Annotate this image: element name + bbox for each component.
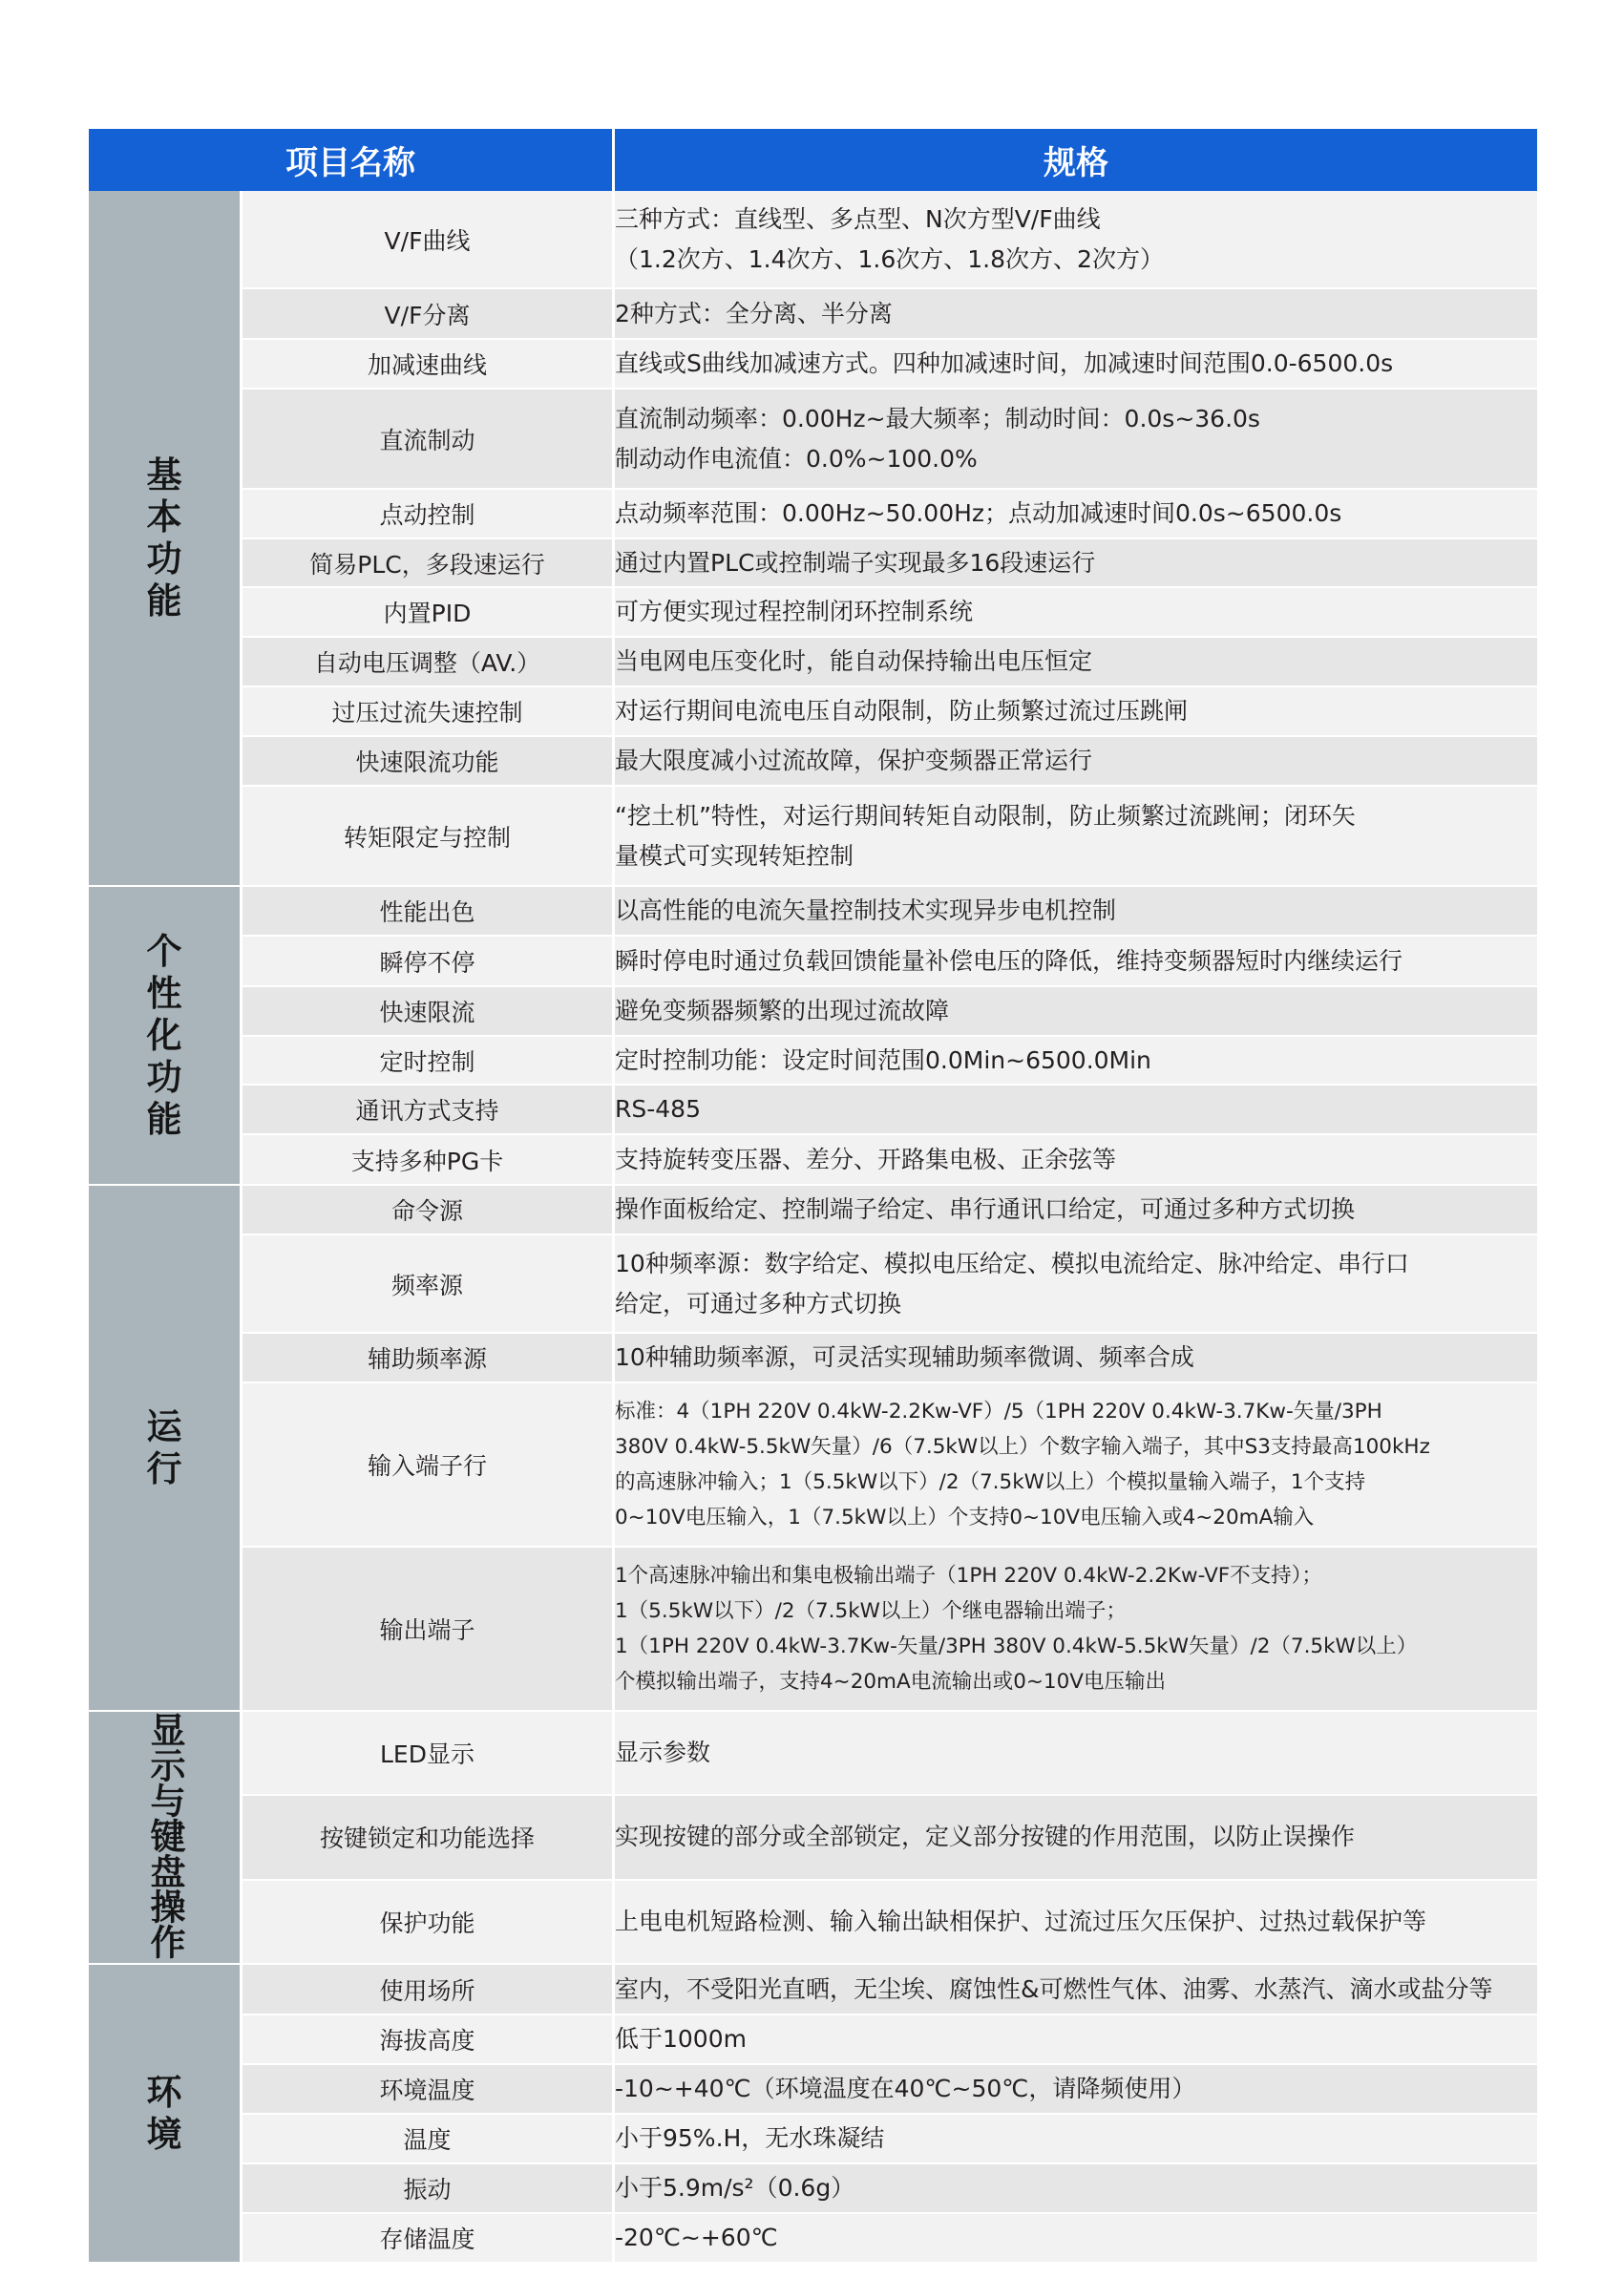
table-row (89, 1135, 1537, 1186)
item-spec: 上电电机短路检测、输入输出缺相保护、过流过压欠压保护、过热过载保护等 (615, 1881, 1537, 1965)
table-row (89, 1383, 1537, 1548)
item-name: V/F分离 (243, 289, 615, 340)
item-name: 环境温度 (243, 2065, 615, 2115)
item-spec: 2种方式：全分离、半分离 (615, 289, 1537, 340)
item-name: 输入端子行 (243, 1383, 615, 1548)
item-spec: 三种方式：直线型、多点型、N次方型V/F曲线 （1.2次方、1.4次方、1.6次方、1.8次方、2次方） (615, 191, 1537, 289)
table-row (89, 340, 1537, 390)
item-spec: 支持旋转变压器、差分、开路集电极、正余弦等 (615, 1135, 1537, 1186)
item-spec: 通过内置PLC或控制端子实现最多16段速运行 (615, 539, 1537, 588)
item-name: LED显示 (243, 1712, 615, 1796)
table-row (89, 937, 1537, 987)
header-spec: 规格 (615, 129, 1537, 191)
category-label: 显示与键盘操作 (144, 1712, 185, 1959)
category-label: 环境 (146, 2071, 182, 2155)
item-spec: -20℃~+60℃ (615, 2214, 1537, 2264)
table-row (89, 490, 1537, 539)
table-row (89, 787, 1537, 887)
table-row (89, 2015, 1537, 2065)
table-row (89, 1235, 1537, 1334)
table-row (89, 289, 1537, 340)
category-cell (89, 1712, 243, 1965)
item-spec: 操作面板给定、控制端子给定、串行通讯口给定，可通过多种方式切换 (615, 1186, 1537, 1235)
spec-table (89, 129, 1537, 2264)
item-name: 自动电压调整（AV.） (243, 638, 615, 687)
item-name: 简易PLC，多段速运行 (243, 539, 615, 588)
item-name: 频率源 (243, 1235, 615, 1334)
item-name: 存储温度 (243, 2214, 615, 2264)
table-row (89, 1712, 1537, 1796)
item-spec: 避免变频器频繁的出现过流故障 (615, 987, 1537, 1037)
item-name: V/F曲线 (243, 191, 615, 289)
table-row (89, 191, 1537, 289)
table-row (89, 1186, 1537, 1235)
item-name: 点动控制 (243, 490, 615, 539)
table-row (89, 588, 1537, 638)
item-spec: 瞬时停电时通过负载回馈能量补偿电压的降低，维持变频器短时内继续运行 (615, 937, 1537, 987)
item-name: 转矩限定与控制 (243, 787, 615, 887)
item-spec: RS-485 (615, 1086, 1537, 1135)
item-spec: 以高性能的电流矢量控制技术实现异步电机控制 (615, 887, 1537, 937)
category-label: 运行 (146, 1405, 182, 1489)
table-row (89, 987, 1537, 1037)
item-name: 性能出色 (243, 887, 615, 937)
item-name: 快速限流功能 (243, 737, 615, 787)
item-name: 使用场所 (243, 1965, 615, 2015)
item-spec: 小于5.9m/s²（0.6g） (615, 2164, 1537, 2214)
item-name: 直流制动 (243, 390, 615, 490)
table-row (89, 1037, 1537, 1086)
item-spec: 显示参数 (615, 1712, 1537, 1796)
item-spec: 最大限度减小过流故障，保护变频器正常运行 (615, 737, 1537, 787)
table-row (89, 2214, 1537, 2264)
item-name: 输出端子 (243, 1548, 615, 1712)
table-row (89, 638, 1537, 687)
table-row (89, 1334, 1537, 1383)
item-name: 加减速曲线 (243, 340, 615, 390)
item-name: 海拔高度 (243, 2015, 615, 2065)
table-row (89, 1548, 1537, 1712)
item-spec: 直线或S曲线加减速方式。四种加减速时间，加减速时间范围0.0-6500.0s (615, 340, 1537, 390)
item-name: 保护功能 (243, 1881, 615, 1965)
category-cell (89, 191, 243, 887)
item-spec: 室内，不受阳光直晒，无尘埃、腐蚀性&可燃性气体、油雾、水蒸汽、滴水或盐分等 (615, 1965, 1537, 2015)
table-row (89, 1881, 1537, 1965)
table-body (89, 191, 1537, 2264)
table-header-row (89, 129, 1537, 191)
table-row (89, 887, 1537, 937)
item-spec: 直流制动频率：0.00Hz~最大频率；制动时间：0.0s~36.0s 制动动作电流值：0.0%~100.0% (615, 390, 1537, 490)
table-row (89, 2065, 1537, 2115)
table-row (89, 539, 1537, 588)
item-name: 按键锁定和功能选择 (243, 1796, 615, 1880)
category-label: 个性化功能 (146, 930, 182, 1140)
item-name: 支持多种PG卡 (243, 1135, 615, 1186)
item-spec: 对运行期间电流电压自动限制，防止频繁过流过压跳闸 (615, 687, 1537, 737)
table-row (89, 2164, 1537, 2214)
category-label: 基本功能 (146, 453, 182, 622)
item-spec: 实现按键的部分或全部锁定，定义部分按键的作用范围，以防止误操作 (615, 1796, 1537, 1880)
item-name: 快速限流 (243, 987, 615, 1037)
category-cell (89, 1965, 243, 2264)
item-name: 通讯方式支持 (243, 1086, 615, 1135)
item-name: 内置PID (243, 588, 615, 638)
item-spec: 可方便实现过程控制闭环控制系统 (615, 588, 1537, 638)
item-spec: 10种频率源：数字给定、模拟电压给定、模拟电流给定、脉冲给定、串行口 给定，可通过多种方式切换 (615, 1235, 1537, 1334)
table-row (89, 390, 1537, 490)
item-spec: 标准：4（1PH 220V 0.4kW-2.2Kw-VF）/5（1PH 220V 0.4kW-3.7Kw-矢量/3PH 380V 0.4kW-5.5kW矢量）/6（7.5kW以上）个数字输入端子，其中S3支持最高100kHz 的高速脉冲输入；1（5.5kW以下）/2（7.5kW以上）个模拟量输入端子，1个支持 0~10V电压输入，1（7.5kW以上）个支持0~10V电压输入或4~20mA输入 (615, 1383, 1537, 1548)
item-name: 温度 (243, 2115, 615, 2164)
category-cell (89, 887, 243, 1186)
table-row (89, 1086, 1537, 1135)
item-spec: 点动频率范围：0.00Hz~50.00Hz；点动加减速时间0.0s~6500.0s (615, 490, 1537, 539)
item-spec: 10种辅助频率源，可灵活实现辅助频率微调、频率合成 (615, 1334, 1537, 1383)
category-cell (89, 1186, 243, 1712)
item-spec: “挖土机”特性，对运行期间转矩自动限制，防止频繁过流跳闸；闭环矢 量模式可实现转矩控制 (615, 787, 1537, 887)
item-name: 振动 (243, 2164, 615, 2214)
item-spec: 定时控制功能：设定时间范围0.0Min~6500.0Min (615, 1037, 1537, 1086)
item-spec: -10~+40℃（环境温度在40℃~50℃，请降频使用） (615, 2065, 1537, 2115)
header-item-name: 项目名称 (89, 129, 615, 191)
table-row (89, 1796, 1537, 1880)
item-spec: 低于1000m (615, 2015, 1537, 2065)
item-spec: 1个高速脉冲输出和集电极输出端子（1PH 220V 0.4kW-2.2Kw-VF不支持）； 1（5.5kW以下）/2（7.5kW以上）个继电器输出端子； 1（1PH 220V 0.4kW-3.7Kw-矢量/3PH 380V 0.4kW-5.5kW矢量）/2（7.5kW以上） 个模拟输出端子，支持4~20mA电流输出或0~10V电压输出 (615, 1548, 1537, 1712)
table-row (89, 687, 1537, 737)
table-row (89, 2115, 1537, 2164)
item-name: 定时控制 (243, 1037, 615, 1086)
item-spec: 小于95%.H，无水珠凝结 (615, 2115, 1537, 2164)
table-row (89, 1965, 1537, 2015)
item-spec: 当电网电压变化时，能自动保持输出电压恒定 (615, 638, 1537, 687)
table-row (89, 737, 1537, 787)
item-name: 辅助频率源 (243, 1334, 615, 1383)
item-name: 过压过流失速控制 (243, 687, 615, 737)
item-name: 瞬停不停 (243, 937, 615, 987)
item-name: 命令源 (243, 1186, 615, 1235)
